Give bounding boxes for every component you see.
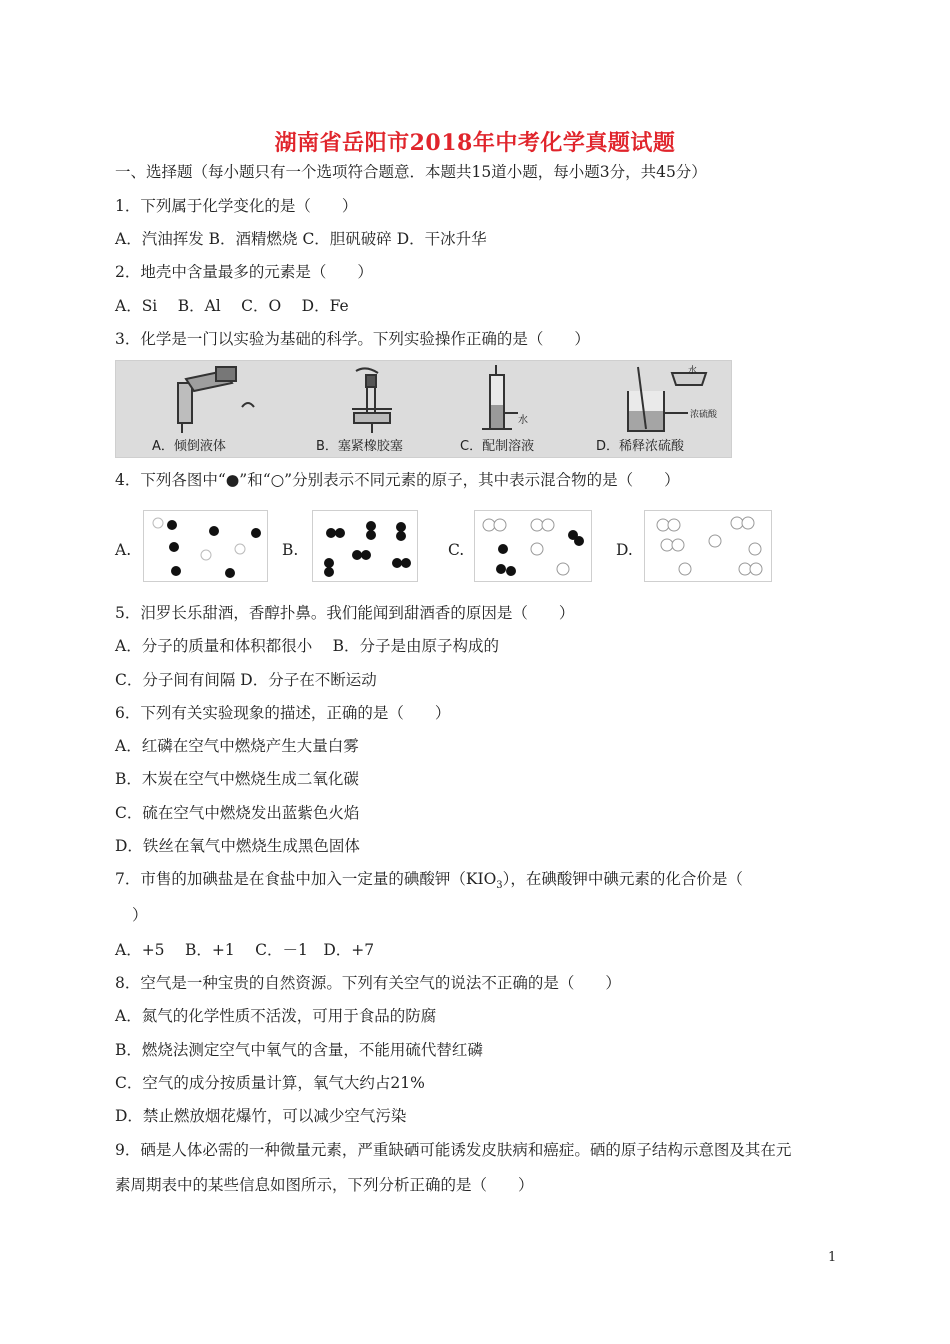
question-2-options: A．Si B．Al C．O D．Fe (115, 297, 349, 315)
diluting-acid-illustration (628, 367, 706, 431)
particles-b-icon (313, 511, 419, 583)
particle-box-b (312, 510, 418, 582)
option-b-label: B．塞紧橡胶塞 (316, 439, 403, 454)
option-a-label: A．倾倒液体 (152, 439, 226, 454)
experiment-images (115, 360, 732, 458)
graduated-cylinder-illustration (482, 365, 518, 429)
question-6-option-a: A．红磷在空气中燃烧产生大量白雾 (115, 737, 359, 755)
question-4-stem: 4．下列各图中“●”和“○”分别表示不同元素的原子，其中表示混合物的是（ ） (115, 471, 680, 489)
question-1-options: A．汽油挥发 B．酒精燃烧 C．胆矾破碎 D．干冰升华 (115, 230, 487, 248)
question-7-stem (115, 869, 743, 896)
page-title: 湖南省岳阳市2018年中考化学真题试题 (274, 130, 676, 156)
q4-option-d-letter: D. (616, 541, 633, 559)
question-2-stem: 2．地壳中含量最多的元素是（ ） (115, 263, 373, 281)
question-5-options-2: C．分子间有间隔 D．分子在不断运动 (115, 671, 377, 689)
particle-box-d (644, 510, 772, 582)
q4-option-b-letter: B. (282, 541, 299, 559)
question-5-stem: 5．汨罗长乐甜酒，香醇扑鼻。我们能闻到甜酒香的原因是（ ） (115, 604, 575, 622)
question-3-stem: 3．化学是一门以实验为基础的科学。下列实验操作正确的是（ ） (115, 330, 590, 348)
question-6-option-b: B．木炭在空气中燃烧生成二氧化碳 (115, 770, 359, 788)
question-9-stem-line-2: 素周期表中的某些信息如图所示，下列分析正确的是（ ） (115, 1176, 534, 1194)
question-6-stem: 6．下列有关实验现象的描述，正确的是（ ） (115, 704, 451, 722)
question-8-option-c: C．空气的成分按质量计算，氧气大约占21% (115, 1074, 425, 1092)
question-9-stem-line-1: 9．硒是人体必需的一种微量元素，严重缺硒可能诱发皮肤病和癌症。硒的原子结构示意图及其在元 (115, 1141, 792, 1159)
particle-box-c (474, 510, 592, 582)
question-7-options: A．+5 B．+1 C．－1 D．+7 (115, 941, 375, 959)
annotation-water: 水 (518, 415, 528, 426)
question-1-stem: 1．下列属于化学变化的是（ ） (115, 197, 358, 215)
q4-option-c-letter: C. (448, 541, 465, 559)
annotation-concentrated-acid: 浓硫酸 (690, 410, 718, 420)
question-8-option-d: D．禁止燃放烟花爆竹，可以减少空气污染 (115, 1107, 407, 1125)
section-heading: 一、选择题（每小题只有一个选项符合题意．本题共15道小题，每小题3分，共45分） (115, 163, 707, 181)
option-d-label: D．稀释浓硫酸 (596, 439, 685, 454)
question-8-option-a: A．氮气的化学性质不活泼，可用于食品的防腐 (115, 1007, 437, 1025)
pouring-liquid-illustration (178, 367, 254, 433)
question-6-option-c: C．硫在空气中燃烧发出蓝紫色火焰 (115, 804, 360, 822)
question-8-option-b: B．燃烧法测定空气中氧气的含量，不能用硫代替红磷 (115, 1041, 483, 1059)
page-number: 1 (828, 1250, 837, 1265)
question-7-subscript: 3 (496, 880, 503, 892)
question-7-stem-part1: 7．市售的加碘盐是在食盐中加入一定量的碘酸钾（KIO (115, 870, 497, 888)
particles-c-icon (475, 511, 593, 583)
question-6-option-d: D．铁丝在氧气中燃烧生成黑色固体 (115, 837, 360, 855)
question-7-stem-continuation: ） (132, 906, 148, 924)
question-8-stem: 8．空气是一种宝贵的自然资源。下列有关空气的说法不正确的是（ ） (115, 974, 621, 992)
question-7-stem-part2: ），在碘酸钾中碘元素的化合价是（ (502, 870, 743, 888)
q4-option-a-letter: A. (115, 541, 132, 559)
particle-box-a (143, 510, 268, 582)
particles-d-icon (645, 511, 773, 583)
particles-a-icon (144, 511, 269, 583)
annotation-water-top: 水 (688, 366, 698, 376)
option-c-label: C．配制溶液 (460, 439, 535, 454)
question-5-options-1: A．分子的质量和体积都很小 B．分子是由原子构成的 (115, 637, 500, 655)
stopper-tube-illustration (352, 368, 392, 433)
